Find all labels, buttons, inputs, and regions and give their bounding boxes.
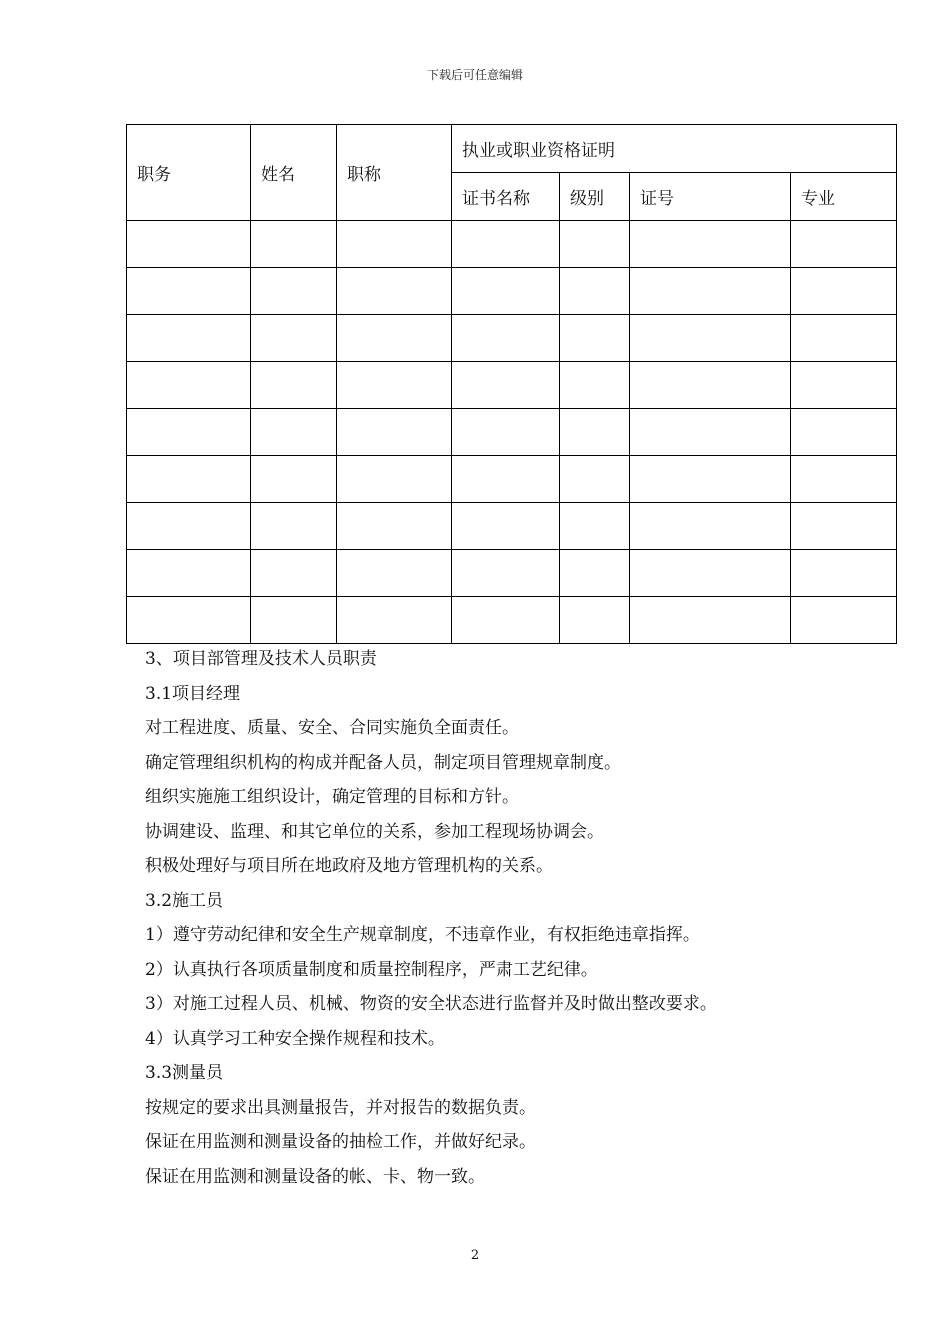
table-row [127,409,897,456]
table-cell [337,503,452,550]
table-cell [337,409,452,456]
table-cell [560,597,630,644]
table-cell [791,409,897,456]
table-cell [251,503,337,550]
table-cell [560,315,630,362]
table-cell [251,221,337,268]
text-line: 组织实施施工组织设计，确定管理的目标和方针。 [145,787,519,807]
table-cell [337,550,452,597]
table-cell [791,456,897,503]
table-cell [337,597,452,644]
table-cell [452,409,560,456]
header-cert-no: 证号 [630,173,791,221]
table-row [127,315,897,362]
table-row [127,597,897,644]
table-row [127,362,897,409]
table-cell [560,409,630,456]
body-text [145,645,905,1197]
table-cell [452,268,560,315]
table-cell [560,221,630,268]
table-cell [337,221,452,268]
table-cell [251,597,337,644]
page-number: 2 [470,1248,480,1263]
header-qualification: 执业或职业资格证明 [452,125,897,173]
table-cell [251,550,337,597]
table-cell [251,362,337,409]
table-cell [791,550,897,597]
table-cell [630,409,791,456]
table-cell [630,503,791,550]
text-line: 协调建设、监理、和其它单位的关系，参加工程现场协调会。 [145,821,604,842]
text-line: 积极处理好与项目所在地政府及地方管理机构的关系。 [145,856,553,876]
text-line: 保证在用监测和测量设备的帐、卡、物一致。 [145,1166,485,1187]
header-major: 专业 [791,173,897,221]
staff-qualification-table [126,124,897,644]
table-cell [337,362,452,409]
table-cell [630,315,791,362]
table-cell [251,409,337,456]
text-line: 2）认真执行各项质量制度和质量控制程序，严肃工艺纪律。 [145,959,598,980]
header-title: 职称 [337,125,452,221]
table-cell [630,221,791,268]
table-cell [337,456,452,503]
table-cell [452,362,560,409]
table-cell [251,456,337,503]
table-row [127,221,897,268]
table-body [127,221,897,644]
table-cell [127,221,251,268]
text-line: 对工程进度、质量、安全、合同实施负全面责任。 [145,718,519,738]
table-cell [560,362,630,409]
table-cell [337,268,452,315]
table-row [127,268,897,315]
table-cell [791,503,897,550]
text-line: 3、项目部管理及技术人员职责 [145,649,377,669]
table-cell [630,362,791,409]
table-cell [560,550,630,597]
text-line: 1）遵守劳动纪律和安全生产规章制度，不违章作业，有权拒绝违章指挥。 [145,925,700,945]
table-cell [630,268,791,315]
table-cell [452,503,560,550]
text-line: 3）对施工过程人员、机械、物资的安全状态进行监督并及时做出整改要求。 [145,994,717,1014]
table-row [127,456,897,503]
text-line: 保证在用监测和测量设备的抽检工作，并做好纪录。 [145,1132,536,1152]
table-cell [251,315,337,362]
table-cell [452,221,560,268]
text-line: 3.2施工员 [145,890,224,911]
table-cell [560,456,630,503]
table-cell [630,550,791,597]
text-line: 3.3测量员 [145,1063,224,1083]
text-line: 4）认真学习工种安全操作规程和技术。 [145,1028,445,1049]
table-cell [127,409,251,456]
table-cell [452,550,560,597]
table-cell [791,597,897,644]
table-cell [791,221,897,268]
table-cell [452,597,560,644]
table-cell [791,362,897,409]
text-line: 按规定的要求出具测量报告，并对报告的数据负责。 [145,1097,536,1118]
table-row [127,550,897,597]
table-cell [127,503,251,550]
table-cell [127,456,251,503]
header-position: 职务 [127,125,251,221]
header-cert-name: 证书名称 [452,173,560,221]
header-level: 级别 [560,173,630,221]
table-cell [127,268,251,315]
table-cell [251,268,337,315]
table-cell [560,268,630,315]
header-name: 姓名 [251,125,337,221]
table-cell [630,456,791,503]
table-cell [791,315,897,362]
table-cell [127,315,251,362]
text-line: 3.1项目经理 [145,683,241,704]
table-cell [337,315,452,362]
table-cell [630,597,791,644]
table-cell [127,362,251,409]
table-cell [452,456,560,503]
table-cell [127,597,251,644]
table-row [127,503,897,550]
table-cell [127,550,251,597]
table-cell [560,503,630,550]
table-cell [791,268,897,315]
text-line: 确定管理组织机构的构成并配备人员，制定项目管理规章制度。 [145,752,621,773]
table-cell [452,315,560,362]
page-header: 下载后可任意编辑 [426,68,523,82]
